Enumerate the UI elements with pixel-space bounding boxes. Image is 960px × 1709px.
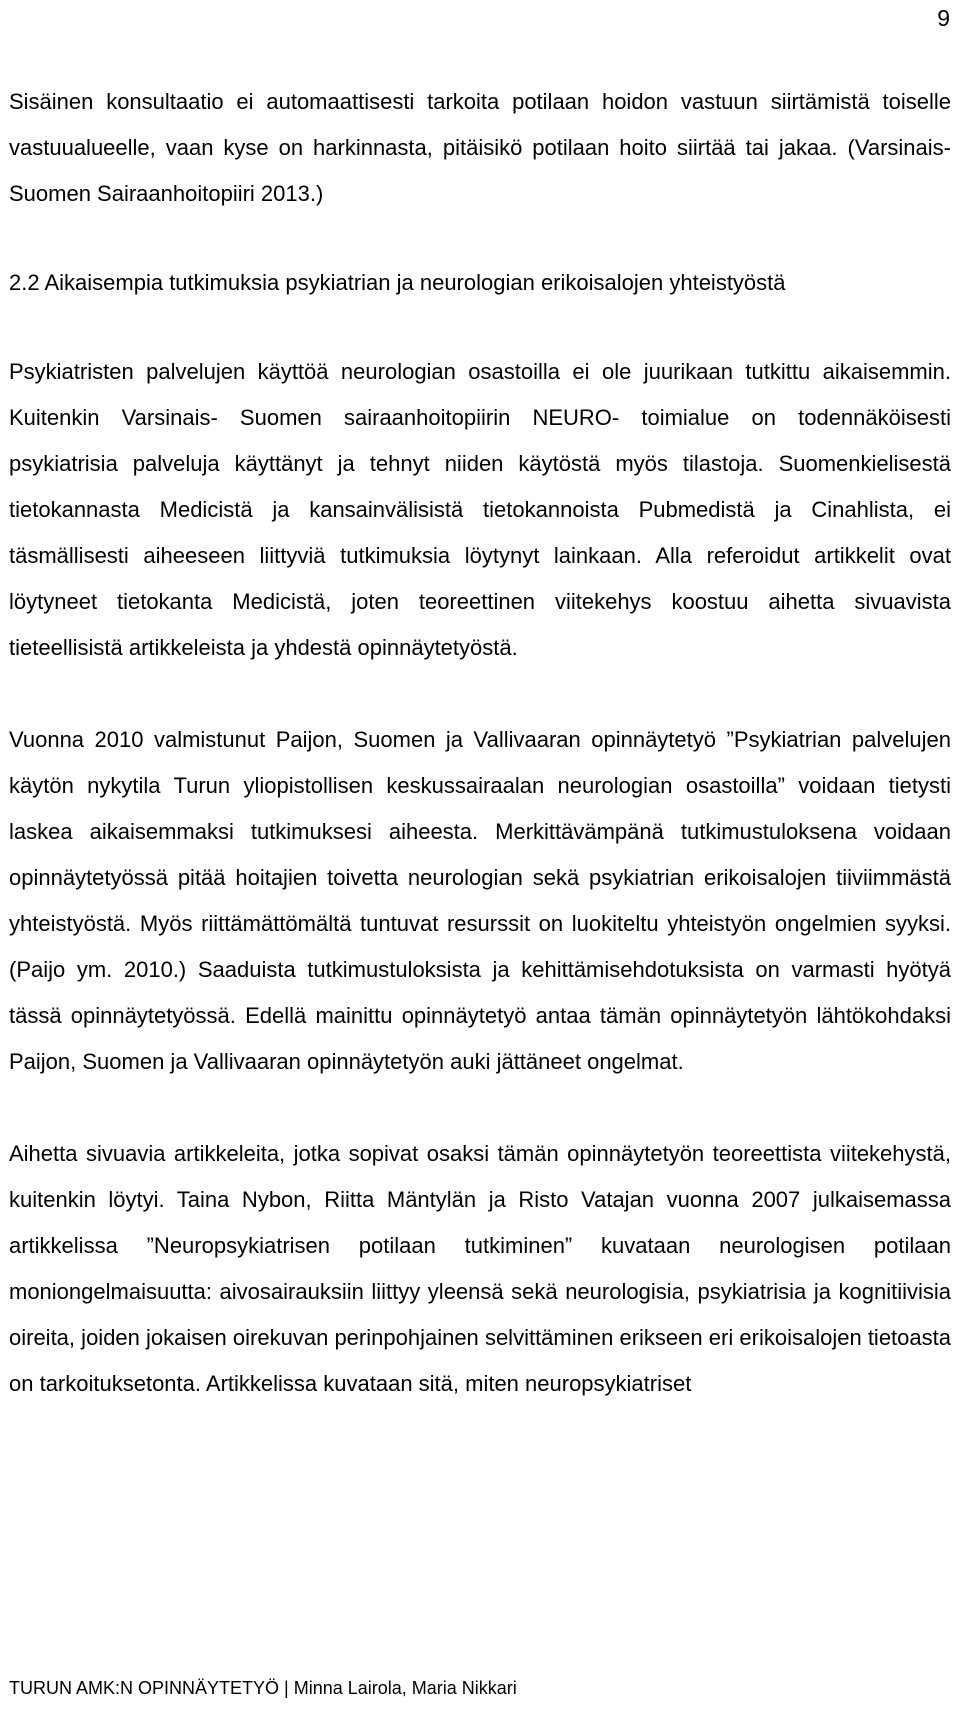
paragraph-spacer <box>9 1085 951 1131</box>
paragraph-related-articles: Aihetta sivuavia artikkeleita, jotka sopivat osaksi tämän opinnäytetyön teoreettista viitekehystä, kuitenkin löytyi. Taina Nybon, Riitta Mäntylän ja Risto Vatajan vuonna 2007 julkaisemassa artikkelissa ”Neuropsykiatrisen potilaan tutkiminen” kuvataan neurologisen potilaan moniongelmaisuutta: aivosairauksiin liittyy yleensä sekä neurologisia, psykiatrisia ja kognitiivisia oireita, joiden jokaisen oirekuvan perinpohjainen selvittäminen erikseen eri erikoisalojen tietoasta on tarkoituksetonta. Artikkelissa kuvataan sitä, miten neuropsykiatriset <box>9 1141 951 1396</box>
section-heading: 2.2 Aikaisempia tutkimuksia psykiatrian ja neurologian erikoisalojen yhteistyöstä <box>9 270 786 295</box>
page-footer: TURUN AMK:N OPINNÄYTETYÖ | Minna Lairola, Maria Nikkari <box>9 1678 517 1698</box>
page-content <box>9 79 951 1407</box>
page-number: 9 <box>937 5 950 31</box>
paragraph-spacer <box>9 217 951 261</box>
paragraph-intro: Sisäinen konsultaatio ei automaattisesti tarkoita potilaan hoidon vastuun siirtämistä toiselle vastuualueelle, vaan kyse on harkinnasta, pitäisikö potilaan hoito siirtää tai jakaa. (Varsinais-Suomen Sairaanhoitopiiri 2013.) <box>9 89 951 206</box>
paragraph-prior-research: Psykiatristen palvelujen käyttöä neurologian osastoilla ei ole juurikaan tutkittu aikaisemmin. Kuitenkin Varsinais- Suomen sairaanhoitopiirin NEURO- toimialue on todennäköisesti psykiatrisia palveluja käyttänyt ja tehnyt niiden käytöstä myös tilastoja. Suomenkielisestä tietokannasta Medicistä ja kansainvälisistä tietokannoista Pubmedistä ja Cinahlista, ei täsmällisesti aiheeseen liittyviä tutkimuksia löytynyt lainkaan. Alla referoidut artikkelit ovat löytyneet tietokanta Medicistä, joten teoreettinen viitekehys koostuu aihetta sivuavista tieteellisistä artikkeleista ja yhdestä opinnäytetyöstä. <box>9 359 951 660</box>
paragraph-spacer <box>9 671 951 717</box>
paragraph-thesis-2010: Vuonna 2010 valmistunut Paijon, Suomen ja Vallivaaran opinnäytetyö ”Psykiatrian palvelujen käytön nykytila Turun yliopistollisen keskussairaalan neurologian osastoilla” voidaan tietysti laskea aikaisemmaksi tutkimuksesi aiheesta. Merkittävämpänä tutkimustuloksena voidaan opinnäytetyössä pitää hoitajien toivetta neurologian sekä psykiatrian erikoisalojen tiiviimmästä yhteistyöstä. Myös riittämättömältä tuntuvat resurssit on luokiteltu yhteistyön ongelmien syyksi. (Paijo ym. 2010.) Saaduista tutkimustuloksista ja kehittämisehdotuksista on varmasti hyötyä tässä opinnäytetyössä. Edellä mainittu opinnäytetyö antaa tämän opinnäytetyön lähtökohdaksi Paijon, Suomen ja Vallivaaran opinnäytetyön auki jättäneet ongelmat. <box>9 727 951 1074</box>
paragraph-spacer <box>9 305 951 349</box>
